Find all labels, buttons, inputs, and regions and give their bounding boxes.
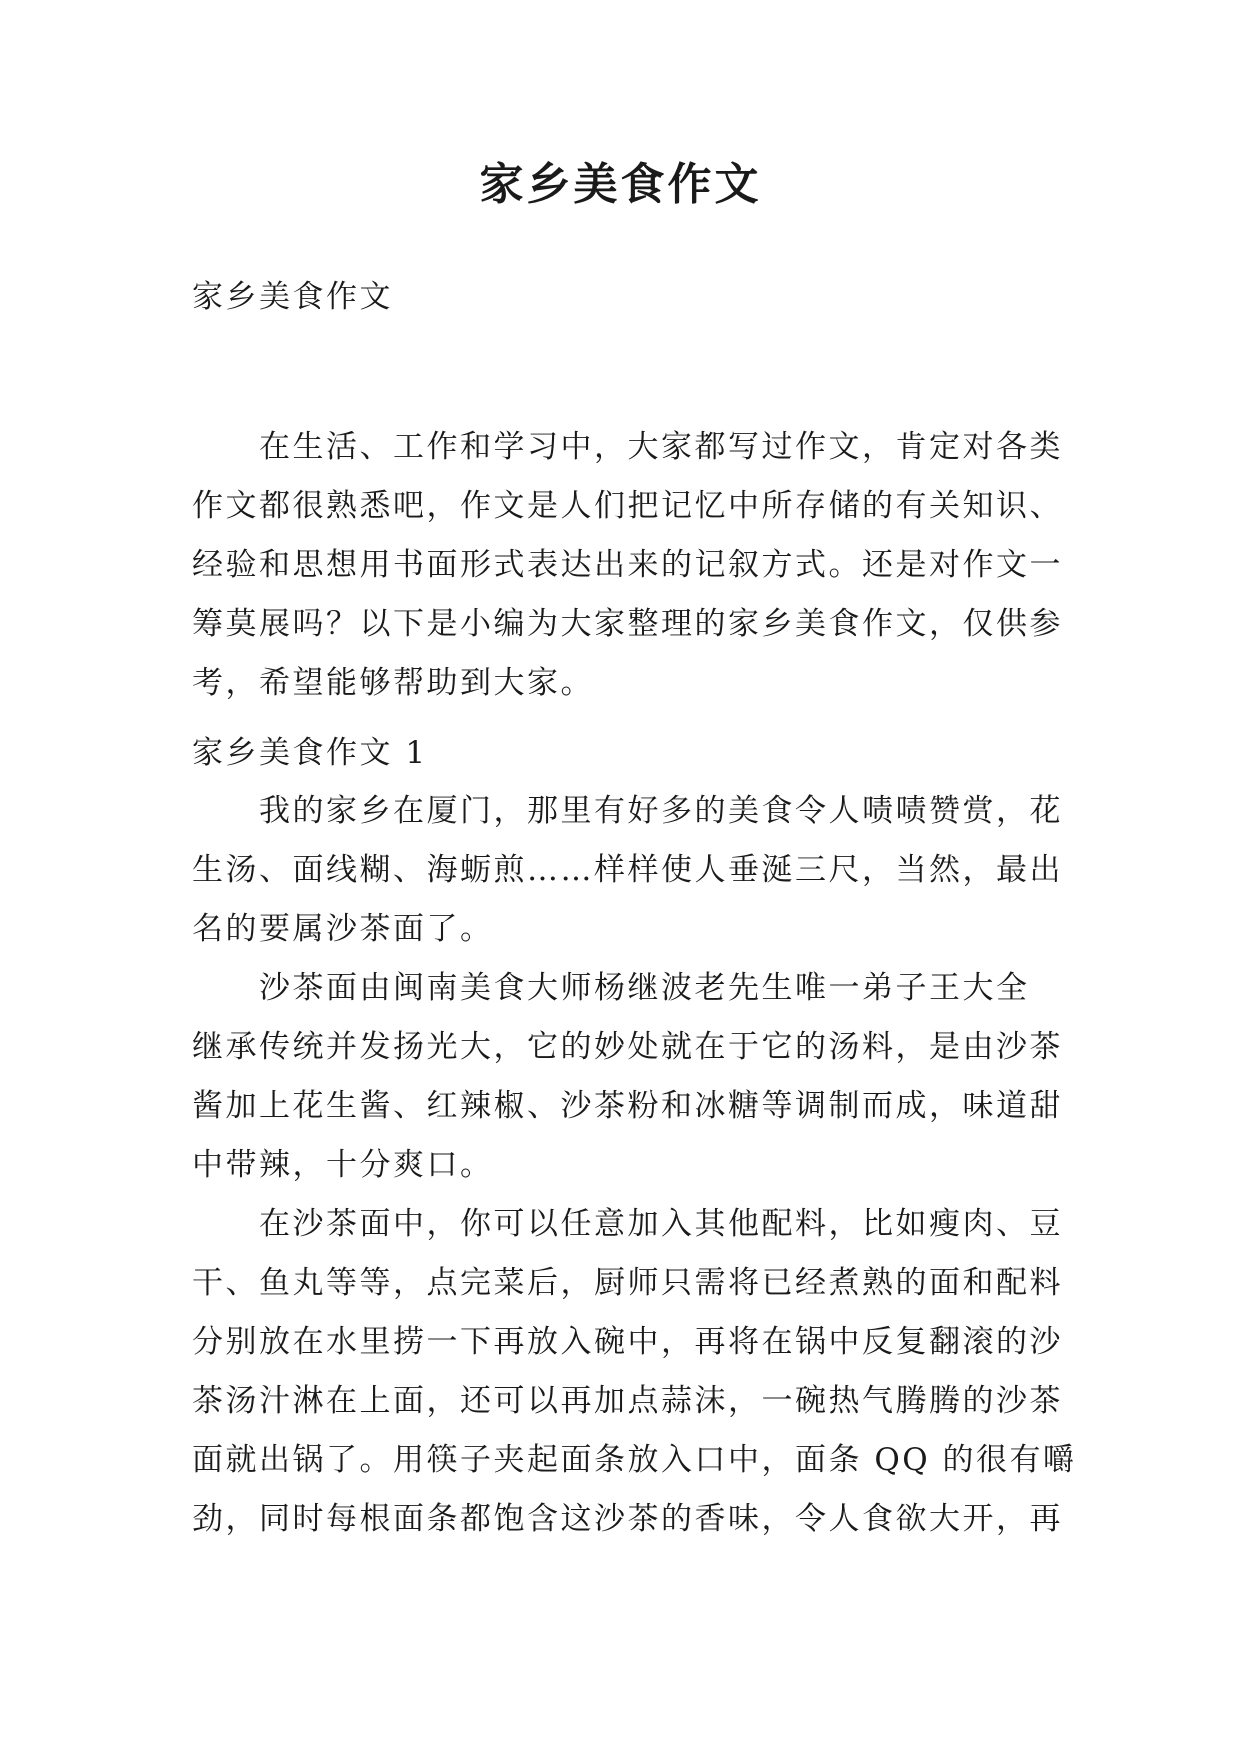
- section-line: 茶汤汁淋在上面，还可以再加点蒜沫，一碗热气腾腾的沙茶: [192, 1383, 1063, 1419]
- document-title: 家乡美食作文: [479, 159, 762, 210]
- section-line: 分别放在水里捞一下再放入碗中，再将在锅中反复翻滚的沙: [192, 1324, 1063, 1360]
- section-line: 我的家乡在厦门，那里有好多的美食令人啧啧赞赏，花: [192, 793, 1063, 829]
- section-line: 继承传统并发扬光大，它的妙处就在于它的汤料，是由沙茶: [192, 1029, 1063, 1065]
- intro-line: 经验和思想用书面形式表达出来的记叙方式。还是对作文一: [192, 547, 1063, 583]
- section-line: 生汤、面线糊、海蛎煎……样样使人垂涎三尺，当然，最出: [192, 852, 1063, 888]
- intro-line: 考，希望能够帮助到大家。: [192, 665, 594, 701]
- section-line: 中带辣，十分爽口。: [192, 1147, 494, 1183]
- intro-paragraph: [192, 418, 1062, 713]
- intro-line: 在生活、工作和学习中，大家都写过作文，肯定对各类: [192, 429, 1063, 465]
- section-heading: 家乡美食作文 1: [192, 735, 428, 771]
- document-subtitle: 家乡美食作文: [192, 279, 393, 315]
- section-body: [192, 782, 1077, 1549]
- intro-line: 作文都很熟悉吧，作文是人们把记忆中所存储的有关知识、: [192, 488, 1063, 524]
- section-line: 酱加上花生酱、红辣椒、沙茶粉和冰糖等调制而成，味道甜: [192, 1088, 1063, 1124]
- section-line: 在沙茶面中，你可以任意加入其他配料，比如瘦肉、豆: [192, 1206, 1063, 1242]
- section-line: 劲，同时每根面条都饱含这沙茶的香味，令人食欲大开，再: [192, 1501, 1063, 1537]
- section-line: 干、鱼丸等等，点完菜后，厨师只需将已经煮熟的面和配料: [192, 1265, 1063, 1301]
- section-line: 名的要属沙茶面了。: [192, 911, 494, 947]
- intro-line: 筹莫展吗？以下是小编为大家整理的家乡美食作文，仅供参: [192, 606, 1063, 642]
- section-line: 沙茶面由闽南美食大师杨继波老先生唯一弟子王大全: [192, 970, 1030, 1006]
- section-line: 面就出锅了。用筷子夹起面条放入口中，面条 QQ 的很有嚼: [192, 1442, 1077, 1478]
